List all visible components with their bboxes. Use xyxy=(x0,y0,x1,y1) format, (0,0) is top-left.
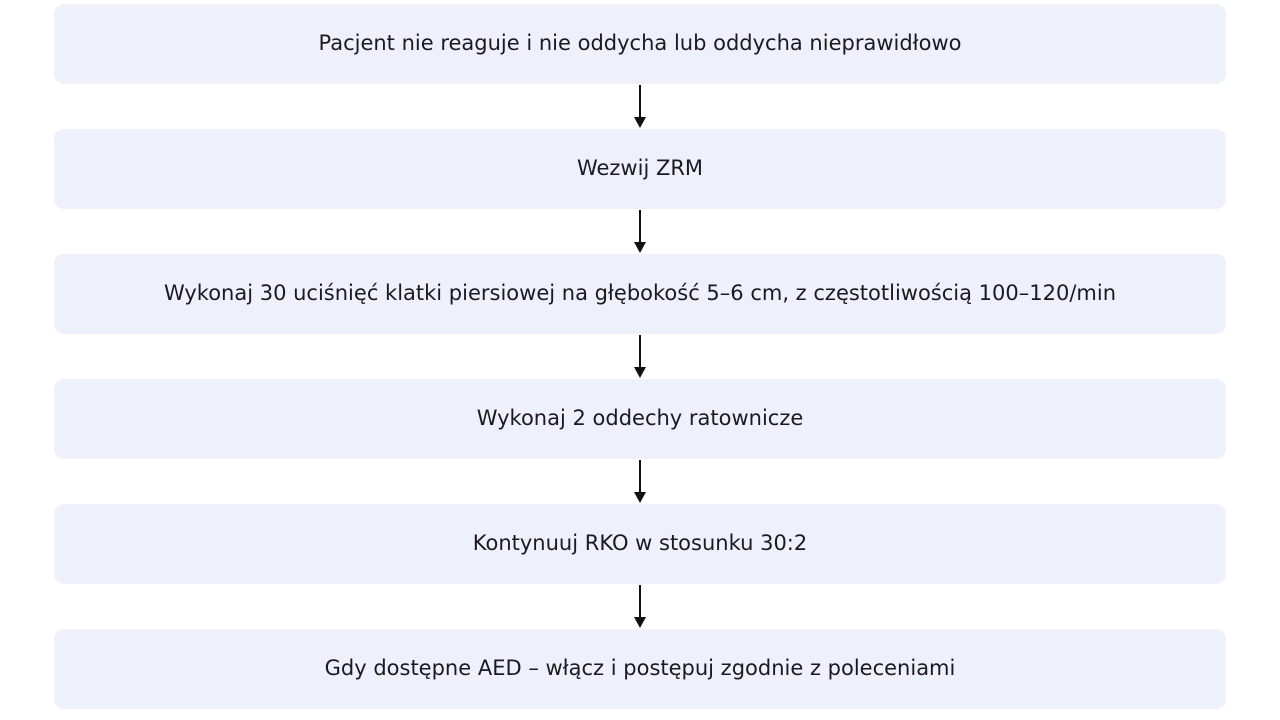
flow-step-compressions xyxy=(54,254,1226,334)
down-arrow-icon xyxy=(630,584,650,629)
flow-step-unresponsive xyxy=(54,4,1226,84)
flow-step-label: Wezwij ZRM xyxy=(576,156,704,181)
flow-step-label: Pacjent nie reaguje i nie oddycha lub oddycha nieprawidłowo xyxy=(318,31,962,56)
flow-step-call-ems xyxy=(54,129,1226,209)
flow-step-rescue-breaths xyxy=(54,379,1226,459)
flow-step-label: Wykonaj 30 uciśnięć klatki piersiowej na głębokość 5–6 cm, z częstotliwością 100–120/min xyxy=(163,281,1117,306)
flow-step-use-aed xyxy=(54,629,1226,709)
flow-step-label: Wykonaj 2 oddechy ratownicze xyxy=(476,406,804,431)
flow-step-label: Kontynuuj RKO w stosunku 30:2 xyxy=(472,531,808,556)
down-arrow-icon xyxy=(630,209,650,254)
down-arrow-icon xyxy=(630,459,650,504)
down-arrow-icon xyxy=(630,84,650,129)
down-arrow-icon xyxy=(630,334,650,379)
flow-step-continue-cpr xyxy=(54,504,1226,584)
flow-step-label: Gdy dostępne AED – włącz i postępuj zgodnie z poleceniami xyxy=(324,656,956,681)
